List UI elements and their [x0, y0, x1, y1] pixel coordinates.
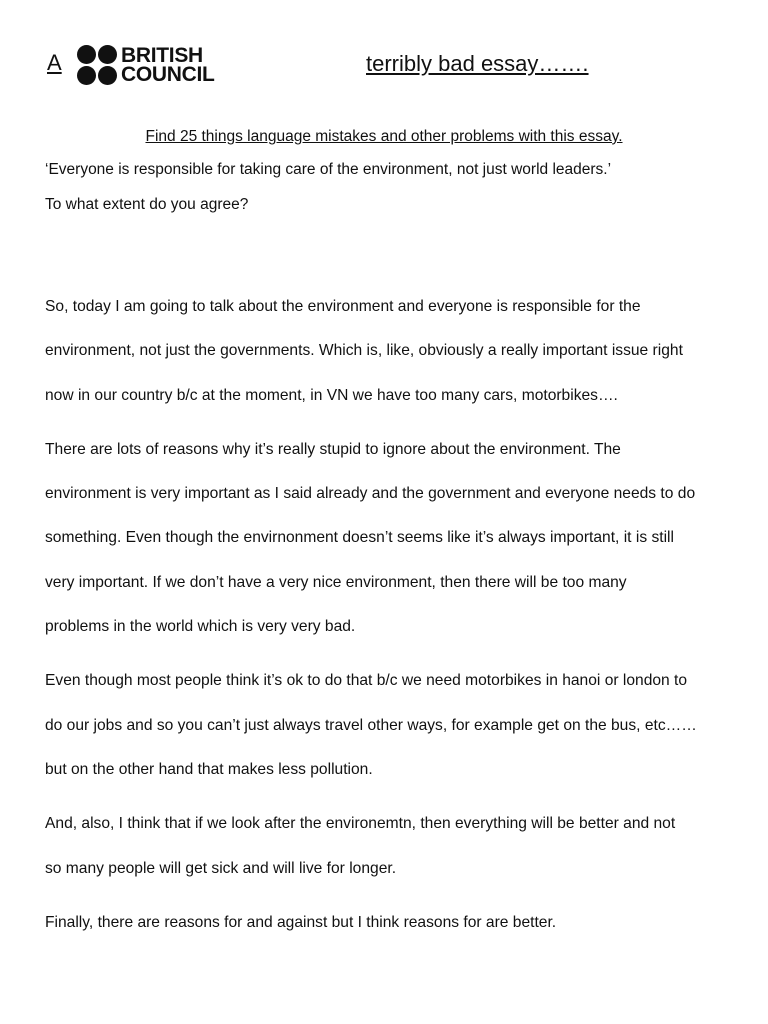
essay-line: now in our country b/c at the moment, in VN we have too many cars, motorbikes…. [45, 386, 618, 404]
essay-paragraph [45, 813, 735, 902]
essay-line: very important. If we don’t have a very nice environment, then there will be too many [45, 573, 627, 591]
essay-line: So, today I am going to talk about the environment and everyone is responsible for the [45, 298, 641, 315]
essay-prompt-question: To what extent do you agree? [45, 196, 249, 213]
essay-paragraph [45, 439, 735, 660]
logo-wordmark [121, 46, 215, 84]
section-letter: A [47, 50, 62, 75]
essay-line: problems in the world which is very very bad. [45, 618, 356, 636]
essay-body [45, 296, 735, 966]
essay-paragraph [45, 296, 735, 429]
essay-line: Finally, there are reasons for and against but I think reasons for are better. [45, 913, 557, 931]
logo-line-2: COUNCIL [121, 63, 215, 86]
essay-line: something. Even though the envirnonment doesn’t seems like it’s always important, it is still [45, 529, 674, 547]
essay-paragraph [45, 912, 735, 956]
essay-line: Even though most people think it’s ok to do that b/c we need motorbikes in hanoi or london to [45, 672, 688, 690]
british-council-logo [77, 45, 215, 85]
essay-line: environment, not just the governments. Which is, like, obviously a really important issue right [45, 342, 683, 360]
essay-line: There are lots of reasons why it’s really stupid to ignore about the environment. The [45, 440, 621, 458]
logo-dots-icon [77, 45, 117, 85]
logo-line-1: BRITISH [121, 44, 203, 67]
essay-line: do our jobs and so you can’t just always travel other ways, for example get on the bus, etc…… [45, 716, 697, 734]
essay-prompt-statement: ‘Everyone is responsible for taking care of the environment, not just world leaders.’ [45, 161, 612, 178]
essay-line: And, also, I think that if we look after the environemtn, then everything will be better and not [45, 815, 676, 833]
essay-paragraph [45, 670, 735, 803]
instruction-text: Find 25 things language mistakes and other problems with this essay. [145, 128, 623, 145]
essay-line: environment is very important as I said already and the government and everyone needs to do [45, 485, 696, 503]
essay-line: so many people will get sick and will live for longer. [45, 859, 397, 877]
essay-line: but on the other hand that makes less pollution. [45, 760, 373, 778]
page-title: terribly bad essay……. [366, 51, 589, 76]
